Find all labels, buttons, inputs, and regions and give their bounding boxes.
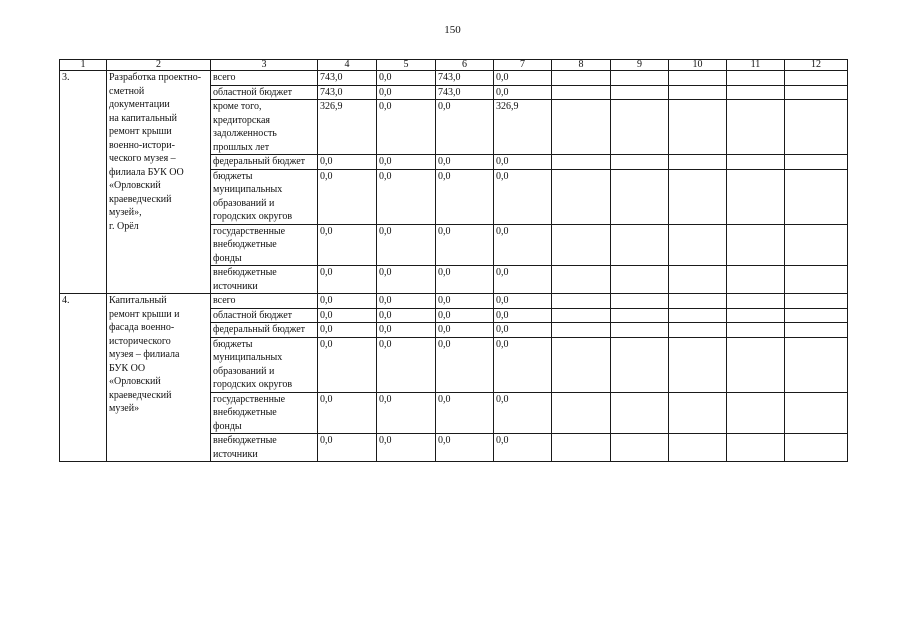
empty-cell: [611, 337, 669, 392]
value-cell: 0,0: [318, 392, 377, 434]
value-cell: 0,0: [436, 434, 494, 462]
empty-cell: [552, 323, 611, 338]
value-cell: 0,0: [494, 337, 552, 392]
empty-cell: [727, 392, 785, 434]
value-cell: 0,0: [318, 224, 377, 266]
value-cell: 0,0: [494, 169, 552, 224]
empty-cell: [611, 155, 669, 170]
header-cell: 5: [377, 60, 436, 71]
funding-source-line: кредиторская: [213, 114, 271, 126]
value-cell: 0,0: [318, 308, 377, 323]
empty-cell: [785, 308, 848, 323]
funding-source-line: государственные: [213, 393, 286, 405]
item-name-line: Разработка проектно-: [109, 72, 202, 83]
empty-cell: [727, 71, 785, 86]
funding-source-cell: [211, 294, 318, 309]
value-cell: 0,0: [436, 337, 494, 392]
value-cell: 0,0: [436, 266, 494, 294]
funding-source-cell: [211, 85, 318, 100]
value-cell: 0,0: [377, 85, 436, 100]
funding-source-line: федеральный бюджет: [213, 324, 306, 335]
value-cell: 0,0: [377, 392, 436, 434]
funding-source-line: источники: [213, 448, 258, 460]
empty-cell: [669, 266, 727, 294]
empty-cell: [727, 155, 785, 170]
empty-cell: [669, 85, 727, 100]
value-cell: 0,0: [436, 224, 494, 266]
value-cell: 326,9: [318, 100, 377, 155]
funding-source-line: образований и: [213, 365, 275, 377]
empty-cell: [552, 337, 611, 392]
value-cell: 0,0: [494, 155, 552, 170]
funding-source-line: образований и: [213, 197, 275, 209]
value-cell: 0,0: [377, 323, 436, 338]
value-cell: 0,0: [494, 434, 552, 462]
item-name-line: г. Орёл: [109, 220, 139, 232]
value-cell: 0,0: [318, 337, 377, 392]
item-name-line: исторического: [109, 335, 171, 347]
empty-cell: [611, 308, 669, 323]
empty-cell: [552, 85, 611, 100]
value-cell: 0,0: [318, 434, 377, 462]
item-name-line: ческого музея –: [109, 153, 176, 164]
empty-cell: [552, 266, 611, 294]
value-cell: 0,0: [494, 266, 552, 294]
funding-source-line: федеральный бюджет: [213, 156, 306, 167]
item-name-line: музей»,: [109, 207, 142, 218]
value-cell: 0,0: [494, 71, 552, 86]
value-cell: 0,0: [377, 337, 436, 392]
value-cell: 743,0: [436, 85, 494, 100]
empty-cell: [669, 337, 727, 392]
value-cell: 0,0: [436, 392, 494, 434]
empty-cell: [785, 224, 848, 266]
header-cell: 10: [669, 60, 727, 71]
empty-cell: [727, 434, 785, 462]
empty-cell: [611, 392, 669, 434]
value-cell: 0,0: [377, 434, 436, 462]
value-cell: 0,0: [494, 308, 552, 323]
funding-source-line: фонды: [213, 420, 242, 432]
item-name-line: Капитальный: [109, 295, 167, 306]
empty-cell: [552, 392, 611, 434]
empty-cell: [785, 392, 848, 434]
item-name-line: краеведческий: [109, 389, 172, 401]
funding-source-cell: [211, 169, 318, 224]
funding-source-cell: [211, 155, 318, 170]
empty-cell: [785, 323, 848, 338]
funding-source-line: городских округов: [213, 379, 293, 390]
funding-source-line: муниципальных: [213, 184, 283, 195]
empty-cell: [727, 224, 785, 266]
funding-source-cell: [211, 323, 318, 338]
empty-cell: [785, 169, 848, 224]
funding-source-line: внебюджетные: [213, 267, 277, 278]
table-body: [60, 60, 848, 462]
page-number: 150: [444, 24, 461, 36]
empty-cell: [611, 224, 669, 266]
empty-cell: [727, 294, 785, 309]
empty-cell: [785, 71, 848, 86]
empty-cell: [785, 155, 848, 170]
value-cell: 326,9: [494, 100, 552, 155]
item-name-cell: [107, 294, 211, 462]
funding-source-line: кроме того,: [213, 101, 262, 112]
funding-source-line: внебюджетные: [213, 239, 277, 250]
item-name-line: ремонт крыши и: [109, 308, 180, 320]
value-cell: 0,0: [318, 323, 377, 338]
item-name-line: фасада военно-: [109, 322, 175, 333]
header-cell: 7: [494, 60, 552, 71]
item-number-cell: 3.: [60, 71, 107, 294]
value-cell: 0,0: [377, 294, 436, 309]
item-number-cell: 4.: [60, 294, 107, 462]
header-cell: 2: [107, 60, 211, 71]
item-name-line: краеведческий: [109, 193, 172, 205]
value-cell: 0,0: [494, 392, 552, 434]
funding-source-cell: [211, 392, 318, 434]
header-cell: 12: [785, 60, 848, 71]
item-name-line: сметной: [109, 85, 145, 97]
item-name-line: на капитальный: [109, 112, 177, 124]
empty-cell: [611, 100, 669, 155]
value-cell: 0,0: [436, 155, 494, 170]
empty-cell: [785, 294, 848, 309]
funding-source-line: государственные: [213, 225, 286, 237]
funding-source-line: всего: [213, 295, 236, 306]
funding-source-line: внебюджетные: [213, 407, 277, 418]
funding-source-line: прошлых лет: [213, 141, 270, 153]
header-cell: 6: [436, 60, 494, 71]
value-cell: 0,0: [494, 323, 552, 338]
value-cell: 743,0: [436, 71, 494, 86]
empty-cell: [611, 169, 669, 224]
header-cell: 4: [318, 60, 377, 71]
table-row: [60, 71, 848, 86]
value-cell: 0,0: [436, 308, 494, 323]
value-cell: 0,0: [318, 294, 377, 309]
table-row: [60, 294, 848, 309]
empty-cell: [669, 392, 727, 434]
funding-source-cell: [211, 224, 318, 266]
empty-cell: [611, 71, 669, 86]
empty-cell: [727, 100, 785, 155]
header-cell: 1: [60, 60, 107, 71]
empty-cell: [669, 294, 727, 309]
value-cell: 0,0: [494, 85, 552, 100]
empty-cell: [669, 224, 727, 266]
empty-cell: [552, 308, 611, 323]
value-cell: 0,0: [377, 100, 436, 155]
value-cell: 0,0: [494, 294, 552, 309]
value-cell: 743,0: [318, 85, 377, 100]
funding-source-line: задолженность: [213, 128, 277, 139]
value-cell: 0,0: [377, 266, 436, 294]
funding-source-line: областной бюджет: [213, 309, 293, 321]
item-name-line: филиала БУК ОО: [109, 166, 184, 178]
value-cell: 0,0: [377, 224, 436, 266]
header-cell: 3: [211, 60, 318, 71]
empty-cell: [611, 294, 669, 309]
value-cell: 743,0: [318, 71, 377, 86]
value-cell: 0,0: [436, 323, 494, 338]
empty-cell: [727, 266, 785, 294]
empty-cell: [669, 323, 727, 338]
empty-cell: [611, 85, 669, 100]
item-name-line: «Орловский: [109, 376, 161, 387]
value-cell: 0,0: [436, 294, 494, 309]
empty-cell: [669, 71, 727, 86]
value-cell: 0,0: [494, 224, 552, 266]
item-name-line: музея – филиала: [109, 349, 180, 360]
value-cell: 0,0: [318, 266, 377, 294]
funding-source-cell: [211, 337, 318, 392]
item-name-line: «Орловский: [109, 180, 161, 191]
empty-cell: [785, 85, 848, 100]
empty-cell: [785, 266, 848, 294]
funding-source-cell: [211, 434, 318, 462]
funding-source-line: источники: [213, 280, 258, 292]
funding-source-line: внебюджетные: [213, 435, 277, 446]
empty-cell: [669, 434, 727, 462]
empty-cell: [552, 100, 611, 155]
funding-source-line: муниципальных: [213, 352, 283, 363]
item-name-line: документации: [109, 99, 170, 110]
funding-source-line: бюджеты: [213, 338, 253, 350]
funding-source-line: областной бюджет: [213, 86, 293, 98]
empty-cell: [727, 308, 785, 323]
item-name-line: военно-истори-: [109, 139, 175, 151]
header-cell: 11: [727, 60, 785, 71]
item-name-line: БУК ОО: [109, 362, 146, 374]
empty-cell: [669, 155, 727, 170]
empty-cell: [669, 169, 727, 224]
value-cell: 0,0: [377, 155, 436, 170]
empty-cell: [727, 85, 785, 100]
empty-cell: [552, 434, 611, 462]
empty-cell: [669, 308, 727, 323]
empty-cell: [611, 434, 669, 462]
funding-source-line: бюджеты: [213, 170, 253, 182]
value-cell: 0,0: [318, 169, 377, 224]
value-cell: 0,0: [318, 155, 377, 170]
value-cell: 0,0: [377, 308, 436, 323]
item-name-cell: [107, 71, 211, 294]
empty-cell: [727, 337, 785, 392]
budget-table: [59, 59, 848, 462]
empty-cell: [552, 71, 611, 86]
item-name-line: музей»: [109, 403, 140, 414]
empty-cell: [552, 155, 611, 170]
funding-source-cell: [211, 308, 318, 323]
value-cell: 0,0: [377, 71, 436, 86]
empty-cell: [727, 323, 785, 338]
empty-cell: [552, 169, 611, 224]
funding-source-line: всего: [213, 72, 236, 83]
empty-cell: [552, 294, 611, 309]
empty-cell: [785, 100, 848, 155]
empty-cell: [611, 323, 669, 338]
header-cell: 9: [611, 60, 669, 71]
funding-source-line: городских округов: [213, 211, 293, 222]
value-cell: 0,0: [436, 100, 494, 155]
header-cell: 8: [552, 60, 611, 71]
empty-cell: [785, 434, 848, 462]
empty-cell: [611, 266, 669, 294]
value-cell: 0,0: [436, 169, 494, 224]
item-name-line: ремонт крыши: [109, 126, 172, 137]
header-row: [60, 60, 848, 71]
funding-source-cell: [211, 100, 318, 155]
value-cell: 0,0: [377, 169, 436, 224]
funding-source-cell: [211, 266, 318, 294]
funding-source-cell: [211, 71, 318, 86]
empty-cell: [669, 100, 727, 155]
empty-cell: [552, 224, 611, 266]
funding-source-line: фонды: [213, 252, 242, 264]
empty-cell: [727, 169, 785, 224]
empty-cell: [785, 337, 848, 392]
